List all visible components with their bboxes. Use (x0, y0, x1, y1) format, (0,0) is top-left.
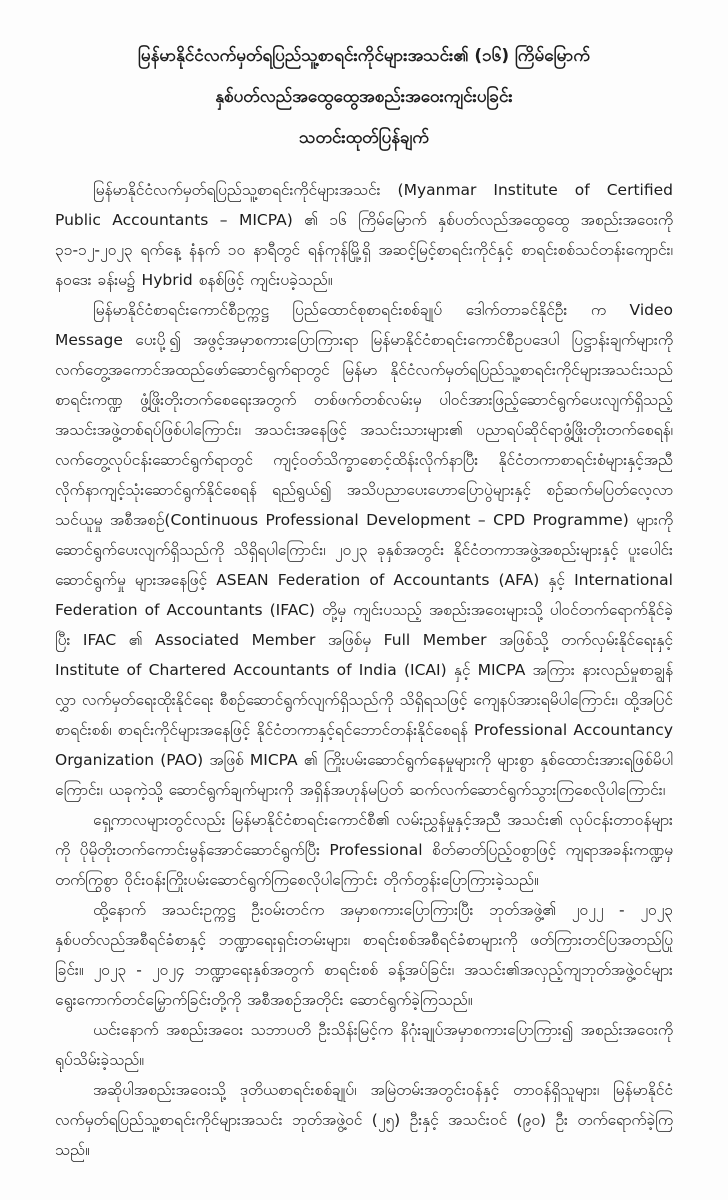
paragraph-attendance: အဆိုပါအစည်းအဝေးသို့ ဒုတိယစာရင်းစစ်ချုပ်၊ အမြဲတမ်းအတွင်းဝန်နှင့် တာဝန်ရှိသူများ၊ မြန်မာနိုင်ငံလက်မှတ်ရပြည်သူ့စာရင်းကိုင်များအသင်း ဘုတ်အဖွဲ့ဝင် (၂၅) ဦးနှင့် အသင်းဝင် (၉၀) ဦး တက်ရောက်ခဲ့ကြသည်။ (55, 1081, 673, 1159)
title-line-2: နှစ်ပတ်လည်အထွေထွေအစည်းအဝေးကျင်းပခြင်း (215, 87, 513, 107)
paragraph-chairman-agenda: ထို့နောက် အသင်းဥက္ကဋ္ဌ ဦးဝမ်းတင်က အမှာစကားပြောကြားပြီး ဘုတ်အဖွဲ့၏ ၂၀၂၂ - ၂၀၂၃ နှစ်ပတ်လည်အစီရင်ခံစာနှင့် ဘဏ္ဍာရေးရှင်းတမ်းများ၊ စာရင်းစစ်အစီရင်ခံစာများကို ဖတ်ကြားတင်ပြအတည်ပြုခြင်း။ ၂၀၂၃ - ၂၀၂၄ ဘဏ္ဍာရေးနှစ်အတွက် စာရင်းစစ် ခန့်အပ်ခြင်း၊ အသင်း၏အလှည့်ကျဘုတ်အဖွဲ့ဝင်များ ရွေးကောက်တင်မြှောက်ခြင်းတို့ကို အစီအစဉ်အတိုင်း ဆောင်ရွက်ခဲ့ကြသည်။ (55, 901, 673, 1009)
paragraph-opening-speech: မြန်မာနိုင်ငံစာရင်းကောင်စီဥက္ကဋ္ဌ ပြည်ထောင်စုစာရင်းစစ်ချုပ် ဒေါက်တာခင်နိုင်ဦး က Video Message ပေးပို့၍ အဖွင့်အမှာစကားပြောကြားရာ မြန်မာနိုင်ငံစာရင်းကောင်စီဥပဒေပါ ပြဋ္ဌာန်းချက်များကို လက်တွေ့အကောင်အထည်ဖော်ဆောင်ရွက်ရာတွင် မြန်မာ နိုင်ငံလက်မှတ်ရပြည်သူ့စာရင်းကိုင်များအသင်းသည် စာရင်းကဏ္ဍ ဖွံ့ဖြိုးတိုးတက်စေရေးအတွက် တစ်ဖက်တစ်လမ်းမှ ပါဝင်အားဖြည့်ဆောင်ရွက်ပေးလျက်ရှိသည့် အသင်းအဖွဲ့တစ်ရပ်ဖြစ်ပါကြောင်း၊ အသင်းအနေဖြင့် အသင်းသားများ၏ ပညာရပ်ဆိုင်ရာဖွံ့ဖြိုးတိုးတက်စေရန်၊ လက်တွေ့လုပ်ငန်းဆောင်ရွက်ရာတွင် ကျင့်ဝတ်သိက္ခာစောင့်ထိန်းလိုက်နာပြီး နိုင်ငံတကာစာရင်းစံများနှင့်အညီ လိုက်နာကျင့်သုံးဆောင်ရွက်နိုင်စေရန် ရည်ရွယ်၍ အသိပညာပေးဟောပြောပွဲများနှင့် စဉ်ဆက်မပြတ်လေ့လာသင်ယူမှု အစီအစဉ်(Continuous Professional Development – CPD Programme) များကို ဆောင်ရွက်ပေးလျက်ရှိသည်ကို သိရှိရပါကြောင်း၊ ၂၀၂၃ ခုနှစ်အတွင်း နိုင်ငံတကာအဖွဲ့အစည်းများနှင့် ပူးပေါင်းဆောင်ရွက်မှု များအနေဖြင့် ASEAN Federation of Accountants (AFA) နှင့် International Federation of Accountants (IFAC) တို့မှ ကျင်းပသည့် အစည်းအဝေးများသို့ ပါဝင်တက်ရောက်နိုင်ခဲ့ပြီး IFAC ၏ Associated Member အဖြစ်မှ Full Member အဖြစ်သို့ တက်လှမ်းနိုင်ရေးနှင့် Institute of Chartered Accountants of India (ICAI) နှင့် MICPA အကြား နားလည်မှုစာချွန်လွှာ လက်မှတ်ရေးထိုးနိုင်ရေး စီစဉ်ဆောင်ရွက်လျက်ရှိသည်ကို သိရှိရသဖြင့် ကျေနပ်အားရမိပါကြောင်း၊ ထို့အပြင် စာရင်းစစ်၊ စာရင်းကိုင်များအနေဖြင့် နိုင်ငံတကာနှင့်ရင်ဘောင်တန်းနိုင်စေရန် Professional Accountancy Organization (PAO) အဖြစ် MICPA ၏ ကြိုးပမ်းဆောင်ရွက်နေမှုများကို များစွာ နှစ်ထောင်းအားရဖြစ်မိပါကြောင်း၊ ယခုကဲ့သို့ ဆောင်ရွက်ချက်များကို အရှိန်အဟုန်မပြတ် ဆက်လက်ဆောင်ရွက်သွားကြစေလိုပါကြောင်း၊ (55, 301, 673, 799)
title-line-3: သတင်းထုတ်ပြန်ချက် (299, 128, 429, 148)
paragraph-exhortation: ရှေ့ကာလများတွင်လည်း မြန်မာနိုင်ငံစာရင်းကောင်စီ၏ လမ်းညွှန်မှုနှင့်အညီ အသင်း၏ လုပ်ငန်းတာဝန်များကို ပိုမိုတိုးတက်ကောင်းမွန်အောင်ဆောင်ရွက်ပြီး Professional စိတ်ဓာတ်ပြည့်ဝစွာဖြင့် ကျရာအခန်းကဏ္ဍမှ တက်ကြွစွာ ဝိုင်းဝန်းကြိုးပမ်းဆောင်ရွက်ကြစေလိုပါကြောင်း တိုက်တွန်းပြောကြားခဲ့သည်။ (55, 811, 673, 889)
title-line-1: မြန်မာနိုင်ငံလက်မှတ်ရပြည်သူ့စာရင်းကိုင်များအသင်း၏ (၁၆) ကြိမ်မြောက် (138, 46, 590, 66)
document-body (55, 175, 673, 1165)
paragraph-closing: ယင်းနောက် အစည်းအဝေး သဘာပတိ ဦးသိန်းမြင့်က နိဂုံးချုပ်အမှာစကားပြောကြား၍ အစည်းအဝေးကို ရုပ်သိမ်းခဲ့သည်။ (55, 1021, 673, 1069)
paragraph-venue-date: မြန်မာနိုင်ငံလက်မှတ်ရပြည်သူ့စာရင်းကိုင်များအသင်း (Myanmar Institute of Certified Public Accountants – MICPA) ၏ ၁၆ ကြိမ်မြောက် နှစ်ပတ်လည်အထွေထွေ အစည်းအဝေးကို ၃၁-၁၂-၂၀၂၃ ရက်နေ့ နံနက် ၁၀ နာရီတွင် ရန်ကုန်မြို့ရှိ အဆင့်မြင့်စာရင်းကိုင်နှင့် စာရင်းစစ်သင်တန်းကျောင်း၊ နဝဒေး ခန်းမ၌ Hybrid စနစ်ဖြင့် ကျင်းပခဲ့သည်။ (55, 181, 673, 289)
press-release-title (55, 36, 673, 159)
